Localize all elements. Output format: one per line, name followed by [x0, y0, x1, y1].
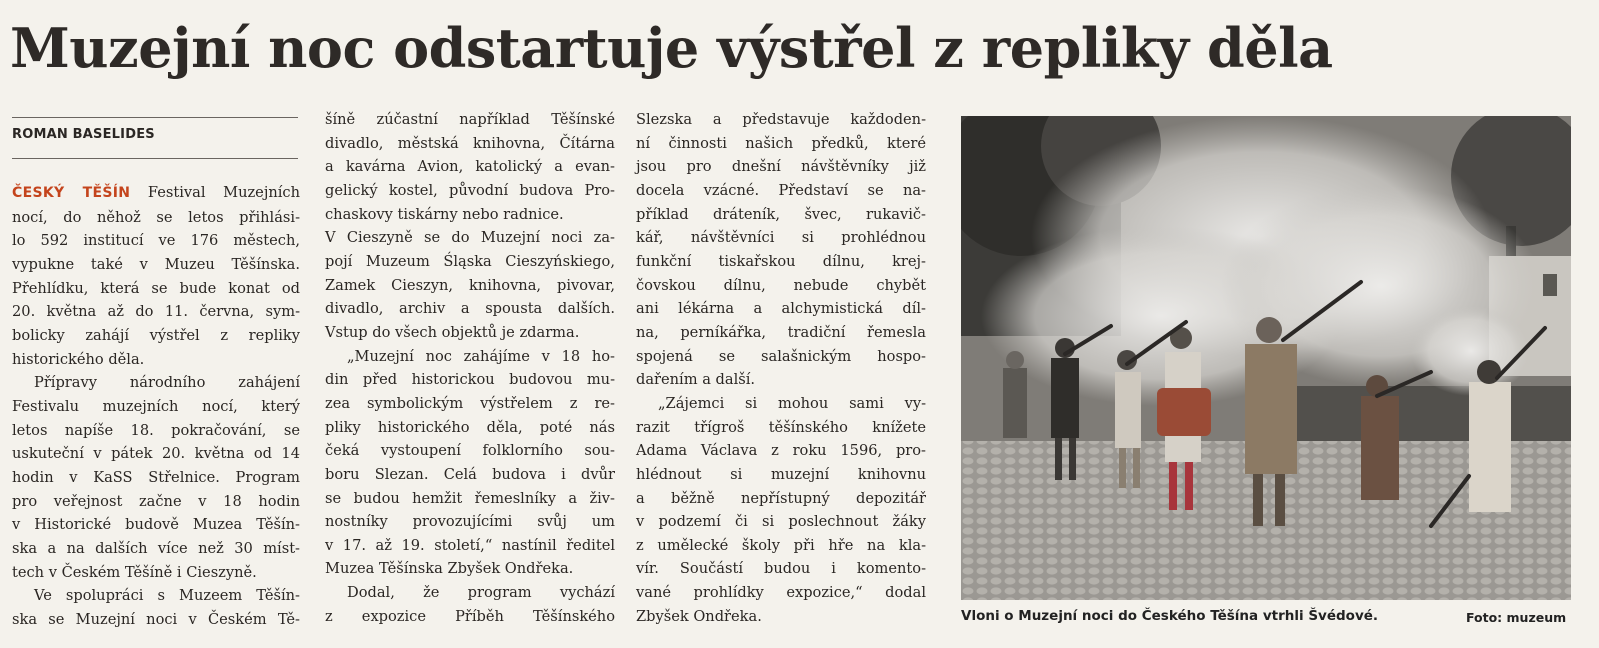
article-line-text: Festival Muzejních: [130, 184, 300, 201]
article-line: Festivalu muzejních nocí, který: [12, 397, 300, 415]
article-line: Přehlídku, která se bude konat od: [12, 279, 300, 297]
article-line: nostníky provozujícími svůj um: [325, 513, 615, 531]
article-line: ska a na dalších více než 30 míst-: [12, 539, 300, 557]
article-line: „Muzejní noc zahájíme v 18 ho-: [347, 347, 615, 365]
article-line: v Historické budově Muzea Těšín-: [12, 516, 300, 534]
article-line: z umělecké školy při hře na kla-: [636, 536, 926, 554]
article-line: uskuteční v pátek 20. května od 14: [12, 445, 300, 463]
article-line: docela vzácné. Představí se na-: [636, 181, 926, 199]
article-line: divadlo, archiv a spousta dalších.: [325, 300, 615, 318]
article-line: pro veřejnost začne v 18 hodin: [12, 492, 300, 510]
article-line: Vstup do všech objektů je zdarma.: [325, 323, 580, 341]
article-line: vír. Součástí budou i komento-: [636, 560, 926, 578]
article-line: jsou pro dnešní návštěvníky již: [636, 158, 926, 176]
article-line: zea symbolickým výstřelem z re-: [325, 394, 615, 412]
article-line: v podzemí či si poslechnout žáky: [636, 513, 926, 531]
article-line: se budou hemžit řemeslníky a živ-: [325, 489, 615, 507]
article-line: Adama Václava z roku 1596, pro-: [636, 442, 926, 460]
article-line: Zbyšek Ondřeka.: [636, 607, 762, 625]
article-line: ani lékárna a alchymistická díl-: [636, 300, 926, 318]
article-line: hodin v KaSS Střelnice. Program: [12, 468, 300, 486]
article-column-3: [636, 108, 926, 628]
article-line: gelický kostel, původní budova Pro-: [325, 181, 615, 199]
article-line: lo 592 institucí ve 176 městech,: [12, 232, 300, 250]
byline-top-rule: [12, 117, 298, 118]
headline: Muzejní noc odstartuje výstřel z repliky děla: [10, 16, 1333, 80]
article-photo: [961, 116, 1571, 600]
article-line: Přípravy národního zahájení: [34, 374, 300, 392]
article-line: na, perníkářka, tradiční řemesla: [636, 323, 926, 341]
article-line: chaskovy tiskárny nebo radnice.: [325, 205, 564, 223]
article-line: Zamek Cieszyn, knihovna, pivovar,: [325, 276, 615, 294]
article-line: pliky historického děla, poté nás: [325, 418, 615, 436]
photo-credit: Foto: muzeum: [1466, 610, 1567, 625]
article-line: tech v Českém Těšíně i Cieszyně.: [12, 563, 257, 581]
article-line: čovskou dílnu, nebude chybět: [636, 276, 926, 294]
article-line: funkční tiskařskou dílnu, krej-: [636, 252, 926, 270]
article-line: boru Slezan. Celá budova i dvůr: [325, 465, 615, 483]
article-line: dařením a další.: [636, 371, 756, 389]
article-line: a kavárna Avion, katolický a evan-: [325, 158, 615, 176]
article-line: V Cieszyně se do Muzejní noci za-: [325, 229, 615, 247]
article-line: ska se Muzejní noci v Českém Tě-: [12, 610, 300, 628]
article-line: bolicky zahájí výstřel z repliky: [12, 326, 300, 344]
article-line: razit třígroš těšínského knížete: [636, 418, 926, 436]
article-line: hlédnout si muzejní knihovnu: [636, 465, 926, 483]
article-line: historického děla.: [12, 350, 145, 368]
article-line: „Zájemci si mohou sami vy-: [658, 394, 926, 412]
article-line: vypukne také v Muzeu Těšínska.: [12, 255, 300, 273]
article-line: divadlo, městská knihovna, Čítárna: [325, 134, 615, 152]
photo-caption: Vloni o Muzejní noci do Českého Těšína vtrhli Švédové.: [961, 608, 1379, 624]
article-line: nocí, do něhož se letos přihlási-: [12, 208, 300, 226]
article-line: v 17. až 19. století,“ nastínil ředitel: [325, 536, 615, 554]
byline-bottom-rule: [12, 158, 298, 159]
article-line: letos napíše 18. pokračování, se: [12, 421, 300, 439]
article-line: din před historickou budovou mu-: [325, 371, 615, 389]
article-column-1: [12, 181, 300, 631]
article-line: vané prohlídky expozice,“ dodal: [636, 584, 926, 602]
article-line: z expozice Příběh Těšínského: [325, 607, 615, 625]
article-column-2: [325, 108, 615, 628]
article-line: [12, 181, 300, 206]
article-line: 20. května až do 11. června, sym-: [12, 303, 300, 321]
article-line: příklad dráteník, švec, rukavič-: [636, 205, 926, 223]
dateline: ČESKÝ TĚŠÍN: [12, 185, 131, 201]
article-line: Muzea Těšínska Zbyšek Ondřeka.: [325, 560, 574, 578]
article-line: šíně zúčastní například Těšínské: [325, 111, 615, 128]
article-line: spojená se salašnickým hospo-: [636, 347, 926, 365]
article-line: a běžně nepřístupný depozitář: [636, 489, 926, 507]
article-line: ní činnosti našich předků, které: [636, 134, 926, 152]
article-line: kář, návštěvníci si prohlédnou: [636, 229, 926, 247]
article-line: Dodal, že program vychází: [347, 584, 615, 602]
article-line: Ve spolupráci s Muzeem Těšín-: [34, 587, 300, 605]
article-line: čeká vystoupení folklorního sou-: [325, 442, 615, 460]
article-line: Slezska a představuje každoden-: [636, 111, 926, 128]
article-line: pojí Muzeum Śląska Cieszyńskiego,: [325, 252, 615, 270]
byline: ROMAN BASELIDES: [12, 127, 155, 142]
